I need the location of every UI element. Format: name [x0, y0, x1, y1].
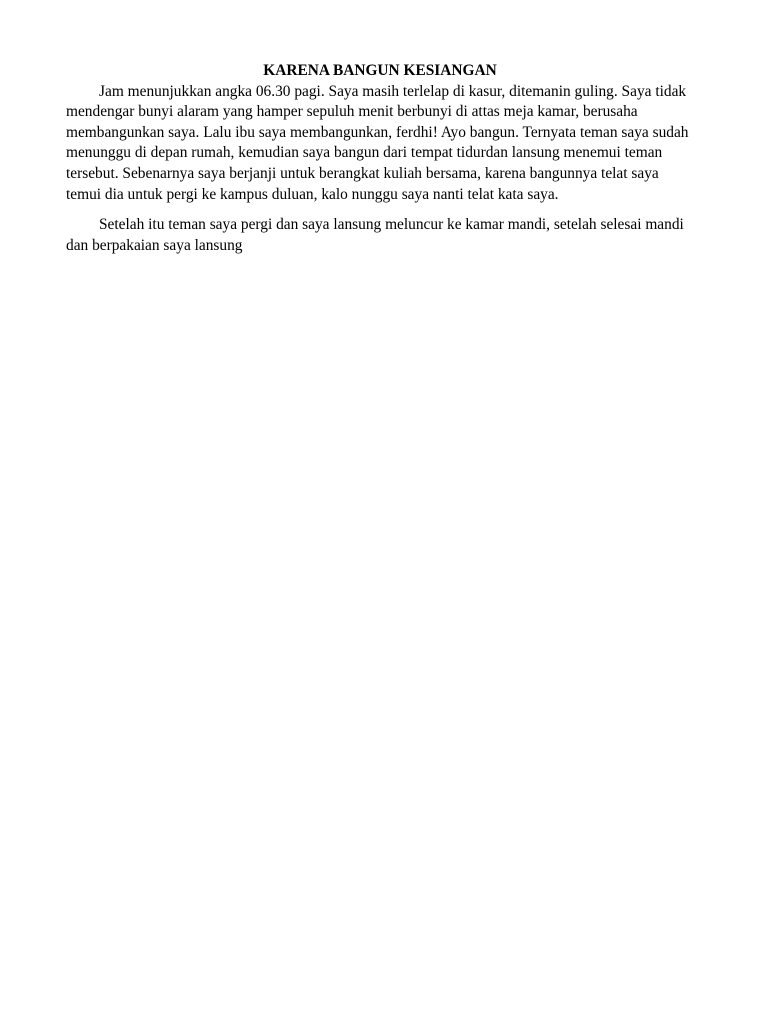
document-body — [66, 61, 694, 266]
document-title: KARENA BANGUN KESIANGAN — [263, 62, 497, 79]
paragraph-1: Jam menunjukkan angka 06.30 pagi. Saya masih terlelap di kasur, ditemanin guling. Saya tidak mendengar bunyi alaram yang hamper sepuluh menit berbunyi di attas meja kamar, berusaha membangunkan saya. Lalu ibu saya membangunkan, ferdhi! Ayo bangun. Ternyata teman saya sudah menunggu di depan rumah, kemudian saya bangun dari tempat tidurdan lansung menemui teman tersebut. Sebenarnya saya berjanji untuk berangkat kuliah bersama, karena bangunnya telat saya temui dia untuk pergi ke kampus duluan, kalo nunggu saya nanti telat kata saya. — [66, 82, 689, 203]
paragraph-2: Setelah itu teman saya pergi dan saya lansung meluncur ke kamar mandi, setelah selesai mandi dan berpakaian saya lansung — [66, 216, 684, 254]
